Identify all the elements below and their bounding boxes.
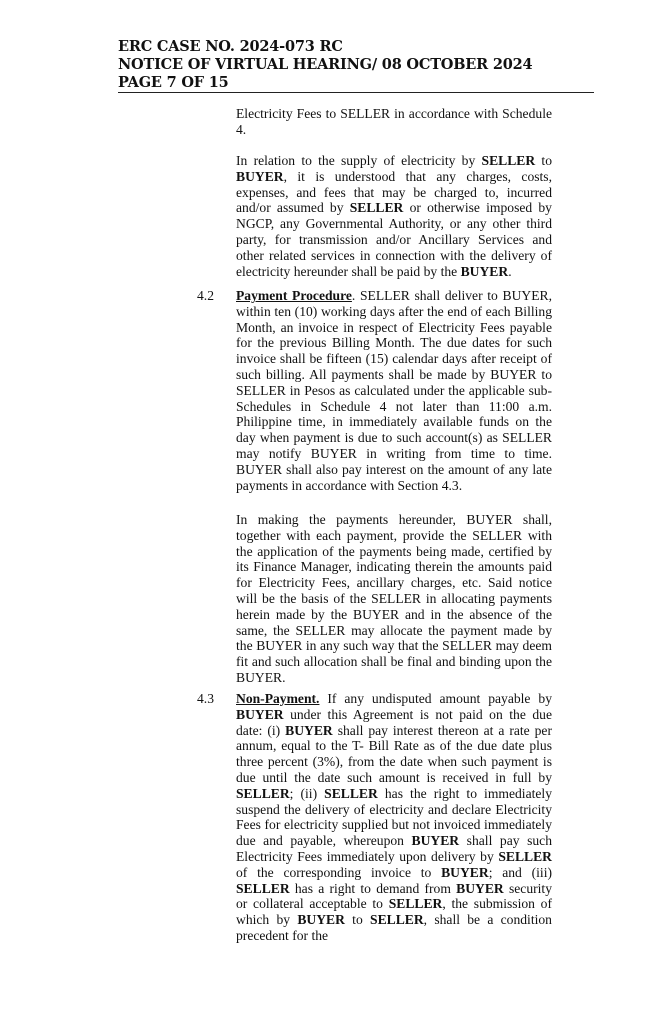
party-seller: SELLER [349, 200, 404, 216]
party-buyer: BUYER [236, 706, 284, 722]
text-run: shall pay interest thereon at a rate per annum, equal to the T- Bill Rate as of the due date plus three percent (3%), from the date when such payment is due until the date such amount is received in full by [236, 722, 552, 785]
section-number-4-2: 4.2 [197, 288, 214, 303]
page-number: PAGE 7 OF 15 [118, 74, 229, 91]
payment-procedure-paragraph [236, 288, 552, 493]
party-seller: SELLER [236, 880, 290, 896]
text-run: or otherwise imposed by NGCP, any Governmental Authority, or any other third party, for transmission and/or Ancillary Services and other related services in connection with the delivery of electricity hereunder shall be paid by the [236, 200, 552, 279]
party-buyer: BUYER [460, 263, 509, 279]
party-buyer: BUYER [411, 833, 460, 849]
party-buyer: BUYER [456, 880, 504, 896]
party-seller: SELLER [236, 785, 290, 801]
party-seller: SELLER [481, 153, 536, 168]
text-run: ; and (iii) [488, 864, 552, 880]
payment-procedure-heading: Payment Procedure [236, 288, 352, 303]
party-seller: SELLER [498, 848, 552, 864]
party-seller: SELLER [324, 785, 378, 801]
party-buyer: BUYER [441, 864, 489, 880]
text-run: of the corresponding invoice to [236, 864, 442, 880]
text-run: In relation to the supply of electricity by [236, 153, 482, 168]
text-run: If any undisputed amount payable by [319, 691, 552, 706]
text-run: ; (ii) [289, 785, 325, 801]
non-payment-heading: Non-Payment. [236, 691, 320, 706]
payment-application-paragraph: In making the payments hereunder, BUYER shall, together with each payment, provide the SELLER with the application of the payments being made, certified by its Finance Manager, indicating therein the amounts paid for Electricity Fees, ancillary charges, etc. Said notice will be the basis of the SELLER in allocating payments herein made by the BUYER and in the absence of the same, the SELLER may allocate the payment made by the BUYER in any such way that the SELLER may deem fit and such allocation shall be final and binding upon the BUYER. [236, 512, 552, 685]
section-number-4-3: 4.3 [197, 691, 214, 706]
text-run: . SELLER shall deliver to BUYER, within ten (10) working days after the end of each Billing Month, an invoice in respect of Electricity Fees payable for the previous Billing Month. The due dates for such invoice shall be fifteen (15) calendar days after receipt of such billing. All payments shall be made by BUYER to SELLER in Pesos as calculated under the applicable sub-Schedules in Schedule 4 not later than 11:00 a.m. Philippine time, in immediately available funds on the day when payment is due to such account(s) as SELLER may notify BUYER in writing from time to time. BUYER shall also pay interest on the amount of any late payments in accordance with Section 4.3. [236, 288, 552, 493]
document-header [118, 38, 598, 92]
header-rule [118, 92, 594, 93]
text-run: . [508, 263, 512, 279]
party-buyer: BUYER [285, 722, 333, 738]
party-seller: SELLER [388, 896, 443, 912]
text-run: has a right to demand from [289, 880, 457, 896]
text-run: has the right to immediately suspend the delivery of electricity and declare Electricity Fees for electricity supplied but not invoiced immediately due and payable, whereupon [236, 785, 552, 849]
text-run: under this Agreement is not paid on the due date: (i) [236, 706, 552, 738]
notice-title: NOTICE OF VIRTUAL HEARING/ 08 OCTOBER 2024 [118, 56, 533, 73]
text-run: , the submission of which by [236, 896, 553, 928]
text-run: , it is understood that any charges, costs, expenses, and fees that may be charged to, incurred and/or assumed by [236, 168, 552, 216]
text-run: security or collateral acceptable to [236, 880, 552, 912]
party-buyer: BUYER [236, 168, 284, 184]
text-run: shall pay such Electricity Fees immediately upon delivery by [236, 833, 552, 864]
continuation-paragraph: Electricity Fees to SELLER in accordance with Schedule 4. [236, 106, 552, 137]
text-run: , shall be a condition precedent for the [236, 912, 552, 943]
case-number: ERC CASE NO. 2024-073 RC [118, 38, 343, 55]
party-buyer: BUYER [297, 912, 345, 928]
text-run: to [535, 153, 552, 168]
text-run: to [344, 912, 371, 928]
non-payment-paragraph [236, 691, 552, 944]
party-seller: SELLER [370, 912, 424, 928]
supply-relation-paragraph [236, 153, 552, 279]
